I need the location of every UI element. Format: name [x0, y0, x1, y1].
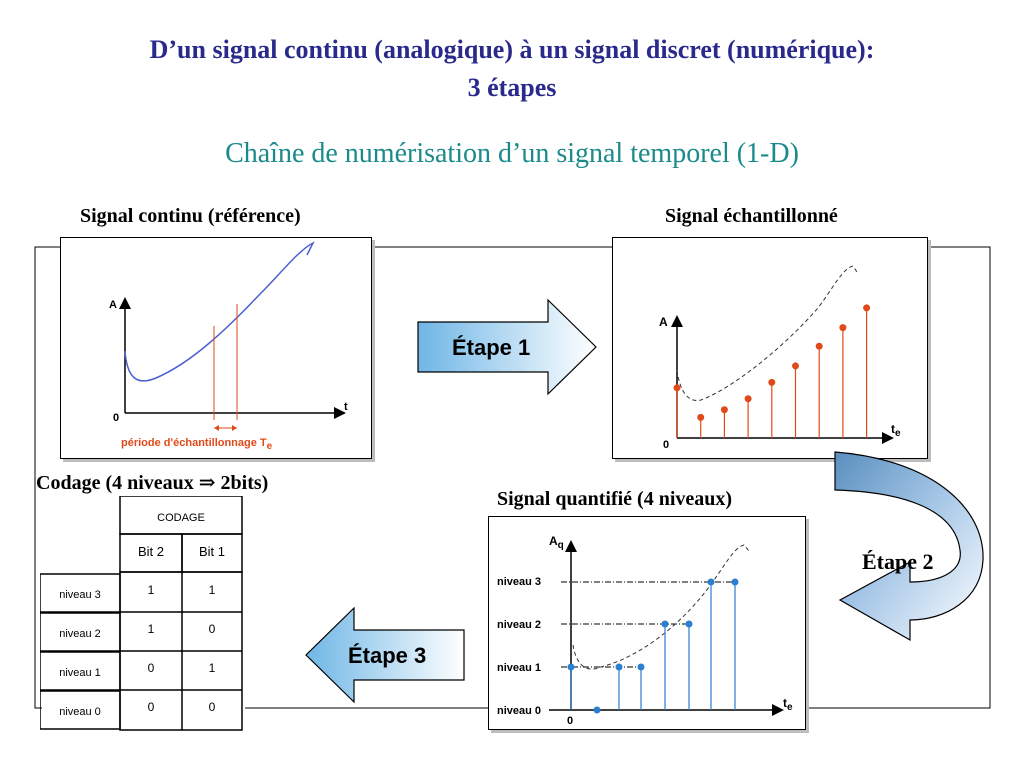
panel-signal-continu — [60, 237, 372, 459]
dashed-signal-curve — [677, 266, 857, 401]
period-label: période d'échantillonnage Te — [121, 437, 273, 452]
quant-point — [686, 621, 693, 628]
level-label: niveau 3 — [497, 576, 542, 588]
etape1-label: Étape 1 — [452, 335, 531, 360]
etape3-arrow — [304, 605, 466, 705]
y-axis-label: $A_q$ — [549, 534, 564, 551]
origin-label: 0 — [113, 412, 120, 424]
row-label: niveau 3 — [59, 589, 101, 601]
sample-point — [721, 406, 728, 413]
quant-point — [616, 664, 623, 671]
label-signal-continu: Signal continu (référence) — [80, 205, 301, 227]
sample-point — [697, 414, 704, 421]
col-header-bit2: Bit 2 — [137, 544, 165, 559]
label-codage: Codage (4 niveaux ⇒ 2bits) — [36, 472, 269, 494]
sample-point — [674, 384, 681, 391]
page-subtitle: Chaîne de numérisation d’un signal temporel (1-D) — [225, 138, 799, 169]
chart-signal-continu — [61, 238, 371, 458]
label-signal-echantillonne: Signal échantillonné — [665, 205, 838, 227]
sample-point — [816, 343, 823, 350]
cell-bit1: 1 — [208, 583, 216, 597]
quantized-marks — [568, 579, 739, 714]
codage-table — [40, 496, 246, 736]
y-axis-label: A — [109, 299, 117, 311]
level-label: niveau 2 — [497, 619, 542, 631]
etape1-arrow — [416, 297, 600, 397]
etape2-label: Étape 2 — [862, 549, 934, 574]
page-title: D’un signal continu (analogique) à un signal discret (numérique): — [149, 35, 875, 64]
level-label: niveau 0 — [497, 705, 542, 717]
cell-bit1: 1 — [208, 661, 216, 675]
x-axis-label: t — [344, 401, 348, 413]
quant-point — [708, 579, 715, 586]
y-axis-label: A — [659, 315, 668, 329]
quant-point — [594, 707, 601, 714]
label-signal-quantifie: Signal quantifié (4 niveaux) — [497, 488, 733, 510]
page-title-line2: 3 étapes — [467, 73, 557, 102]
chart-signal-echantillonne — [613, 238, 927, 458]
sample-point — [745, 395, 752, 402]
quant-point — [662, 621, 669, 628]
level-label: niveau 1 — [497, 662, 542, 674]
row-label: niveau 2 — [59, 628, 101, 640]
panel-signal-echantillonne — [612, 237, 928, 459]
cell-bit2: 1 — [147, 583, 155, 597]
x-axis-label: $t_e$ — [783, 696, 793, 713]
sample-point — [863, 304, 870, 311]
quant-point — [732, 579, 739, 586]
etape3-label: Étape 3 — [348, 643, 427, 668]
quant-point — [638, 664, 645, 671]
codage-header: CODAGE — [157, 512, 205, 524]
x-axis-label: $t_e$ — [891, 422, 901, 439]
cell-bit2: 0 — [147, 661, 155, 675]
sample-point — [792, 362, 799, 369]
origin-label: 0 — [663, 439, 670, 451]
col-header-bit1: Bit 1 — [198, 544, 226, 559]
quant-point — [568, 664, 575, 671]
cell-bit2: 0 — [147, 700, 155, 714]
cell-bit1: 0 — [208, 622, 216, 636]
panel-signal-quantifie — [488, 516, 806, 730]
continuous-signal-curve — [125, 243, 313, 381]
sample-point — [768, 379, 775, 386]
chart-signal-quantifie — [489, 517, 805, 729]
cell-bit2: 1 — [147, 622, 155, 636]
row-label: niveau 0 — [59, 706, 101, 718]
sample-point — [839, 324, 846, 331]
row-label: niveau 1 — [59, 667, 101, 679]
sample-marks — [674, 304, 871, 438]
cell-bit1: 0 — [208, 700, 216, 714]
dashed-signal-curve — [573, 545, 749, 669]
origin-label: 0 — [567, 715, 574, 727]
